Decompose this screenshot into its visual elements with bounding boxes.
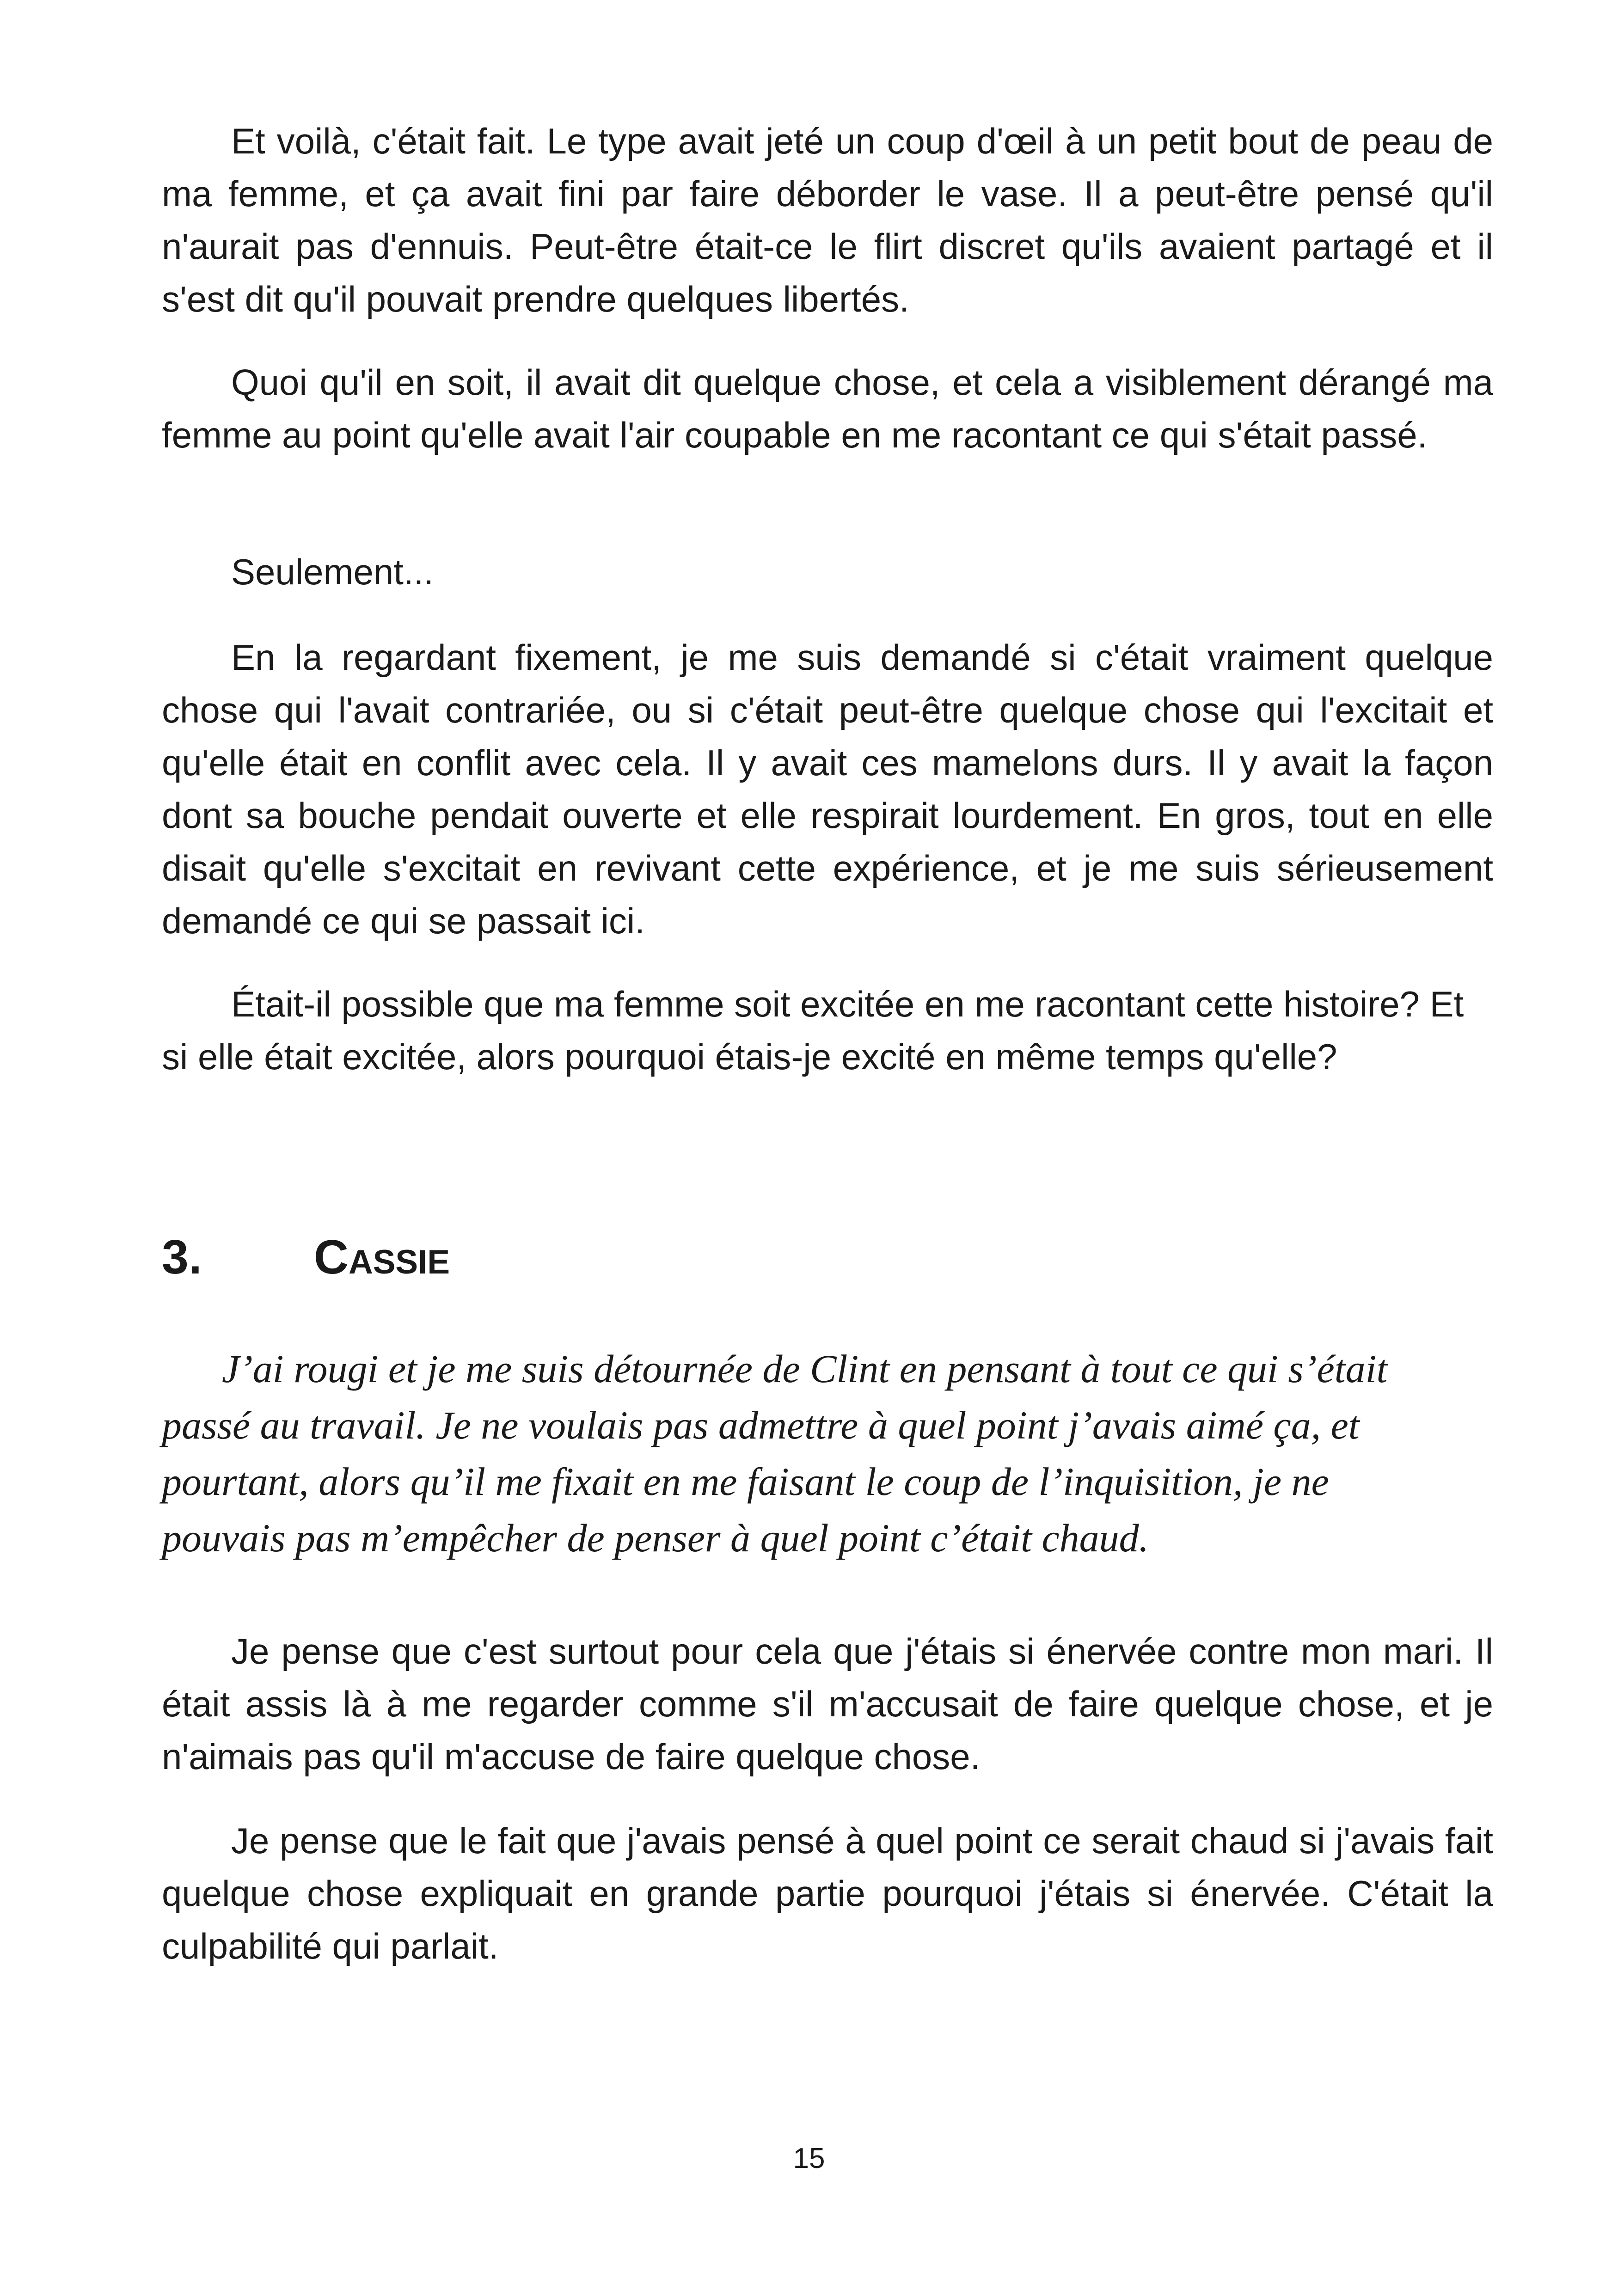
document-page [162,0,1493,2296]
paragraph: Je pense que c'est surtout pour cela que j'étais si énervée contre mon mari. Il était assis là à me regarder comme s'il m'accusait de faire quelque chose, et je n'aimais pas qu'il m'accuse de faire quelque chose. [162,1631,1493,1777]
paragraph: Quoi qu'il en soit, il avait dit quelque chose, et cela a visiblement dérangé ma femme au point qu'elle avait l'air coupable en me racontant ce qui s'était passé. [162,362,1493,455]
paragraph: Seulement... [231,551,434,592]
paragraph: Et voilà, c'était fait. Le type avait jeté un coup d'œil à un petit bout de peau de ma femme, et ça avait fini par faire déborder le vase. Il a peut-être pensé qu'il n'aurait pas d'ennuis. Peut-être était-ce le flirt discret qu'ils avaient partagé et il s'est dit qu'il pouvait prendre quelques libertés. [162,121,1493,319]
italic-intro: J’ai rougi et je me suis détournée de Clint en pensant à tout ce qui s’était passé au travail. Je ne voulais pas admettre à quel point j’avais aimé ça, et pourtant, alors qu’il me fixait en me faisant le coup de l’inquisition, je ne pouvais pas m’empêcher de penser à quel point c’était chaud. [162,1347,1388,1560]
chapter-title: Cassie [313,1231,450,1284]
chapter-number: 3. [162,1231,202,1284]
paragraph: En la regardant fixement, je me suis demandé si c'était vraiment quelque chose qui l'avait contrariée, ou si c'était peut-être quelque chose qui l'excitait et qu'elle était en conflit avec cela. Il y avait ces mamelons durs. Il y avait la façon dont sa bouche pendait ouverte et elle respirait lourdement. En gros, tout en elle disait qu'elle s'excitait en revivant cette expérience, et je me suis sérieusement demandé ce qui se passait ici. [162,637,1493,941]
paragraph: Était-il possible que ma femme soit excitée en me racontant cette histoire? Et si elle était excitée, alors pourquoi étais-je excité en même temps qu'elle? [162,984,1464,1077]
chapter-heading [162,1220,1493,1294]
paragraph: Je pense que le fait que j'avais pensé à quel point ce serait chaud si j'avais fait quelque chose expliquait en grande partie pourquoi j'étais si énervée. C'était la culpabilité qui parlait. [162,1820,1493,1966]
page-number: 15 [793,2143,825,2174]
